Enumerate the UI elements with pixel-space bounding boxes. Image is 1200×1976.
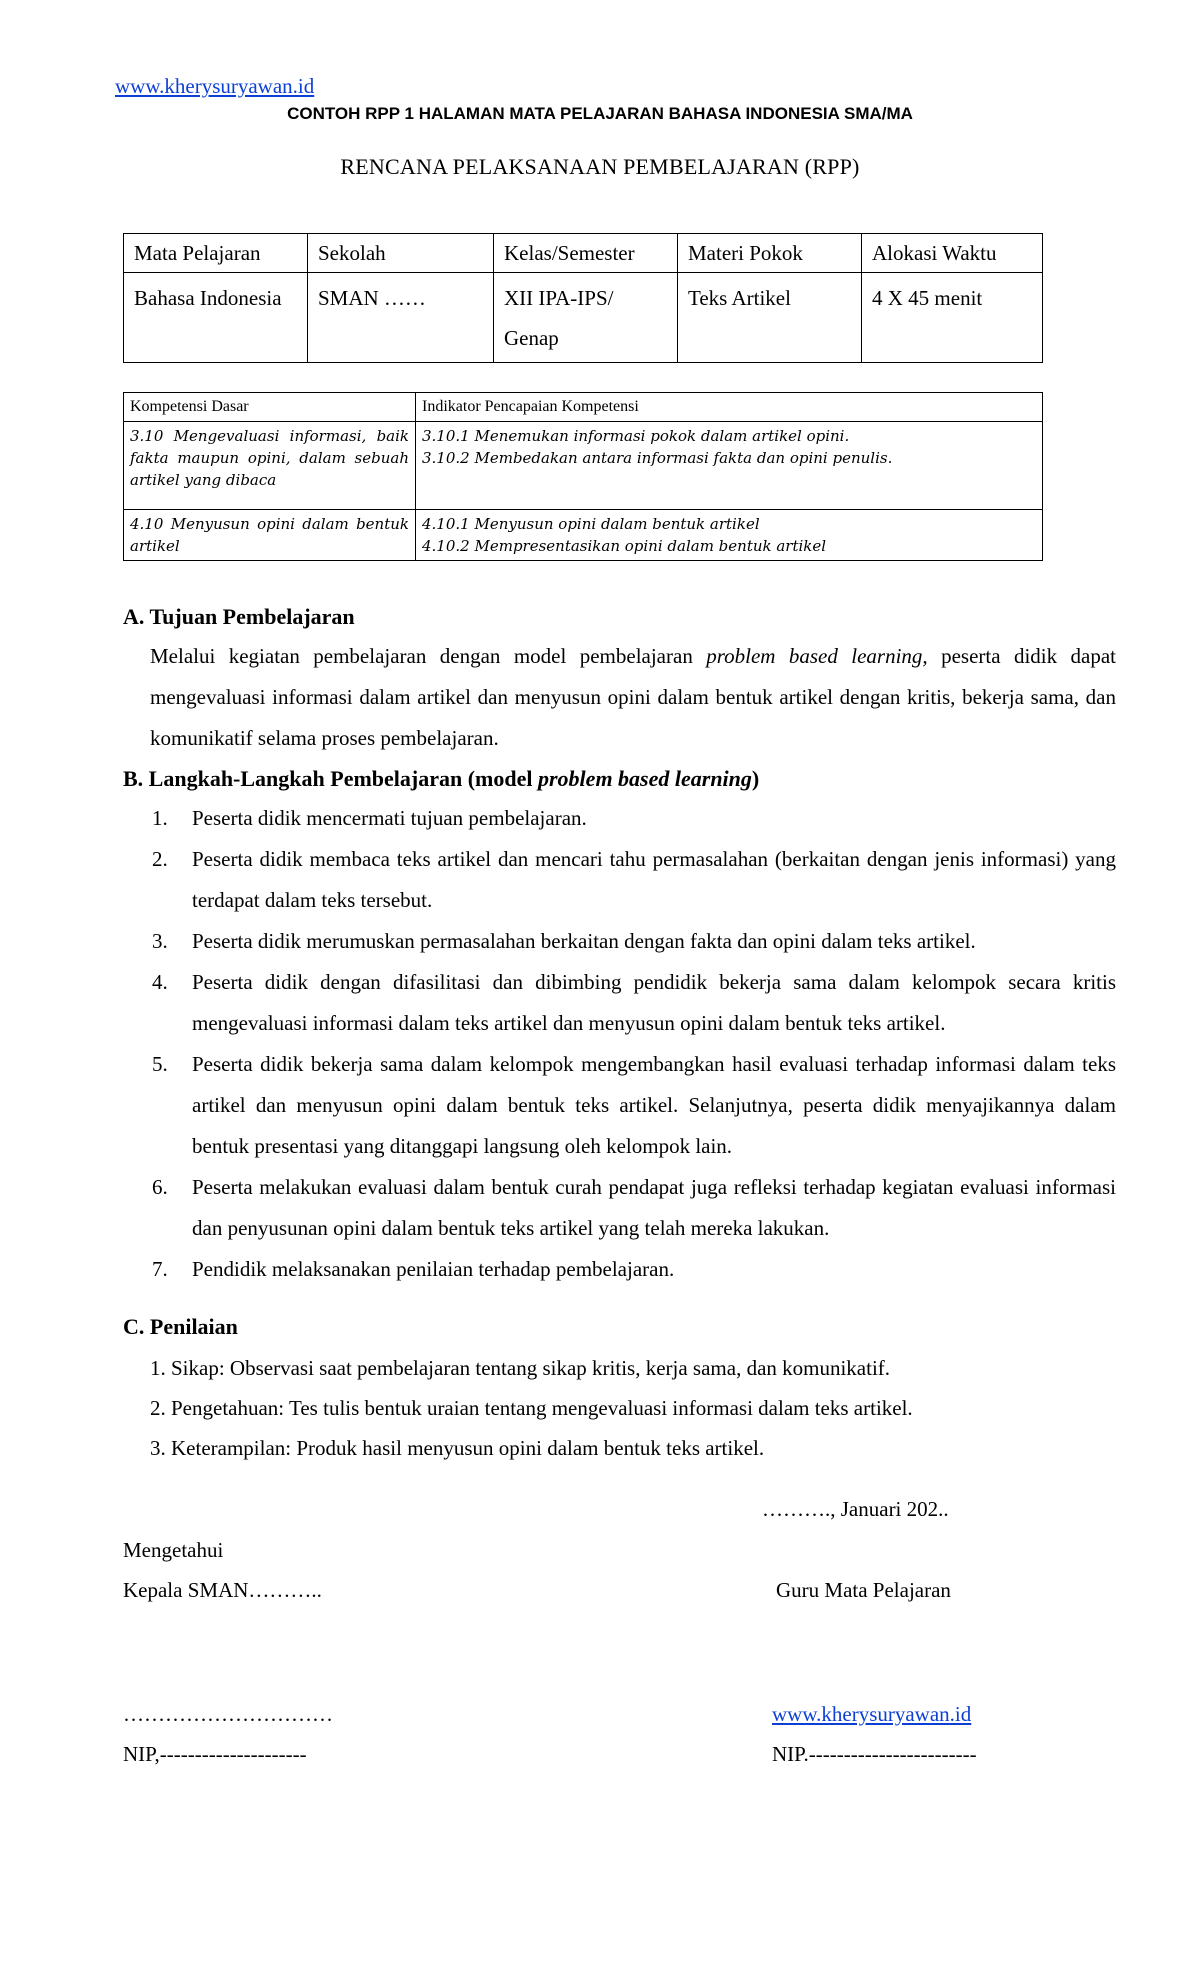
assessment-item: 3. Keterampilan: Produk hasil menyusun opini dalam bentuk teks artikel.	[150, 1436, 765, 1460]
signature-principal-nip: NIP,---------------------	[123, 1742, 307, 1766]
info-table-value-row	[124, 273, 1043, 363]
competency-indicator-cell	[416, 510, 1043, 561]
step-item	[150, 921, 1116, 962]
info-value-cell: XII IPA-IPS/ Genap	[494, 273, 678, 363]
indicator-item: 3.10.1 Menemukan informasi pokok dalam artikel opini.	[422, 427, 850, 445]
info-value-cell: Bahasa Indonesia	[124, 273, 308, 363]
indicator-item: 4.10.2 Mempresentasikan opini dalam bentuk artikel	[422, 537, 827, 555]
competency-table	[123, 392, 1043, 561]
step-text: Peserta didik dengan difasilitasi dan dibimbing pendidik bekerja sama dalam kelompok secara kritis mengevaluasi informasi dalam teks artikel dan menyusun opini dalam bentuk teks artikel.	[192, 970, 1116, 1035]
competency-indicator-cell	[416, 422, 1043, 510]
signature-principal-label: Kepala SMAN………..	[123, 1578, 322, 1602]
competency-header-cell: Indikator Pencapaian Kompetensi	[416, 393, 1043, 422]
signature-teacher-nip: NIP.------------------------	[772, 1742, 977, 1766]
step-number: 6.	[152, 1175, 168, 1199]
step-item	[150, 839, 1116, 921]
competency-header-row	[124, 393, 1043, 422]
info-table	[123, 233, 1043, 363]
step-text: Peserta didik merumuskan permasalahan berkaitan dengan fakta dan opini dalam teks artikel.	[192, 929, 976, 953]
step-text: Peserta melakukan evaluasi dalam bentuk curah pendapat juga refleksi terhadap kegiatan evaluasi informasi dan penyusunan opini dalam bentuk teks artikel yang telah mereka lakukan.	[192, 1175, 1116, 1240]
step-text: Peserta didik membaca teks artikel dan mencari tahu permasalahan (berkaitan dengan jenis informasi) yang terdapat dalam teks tersebut.	[192, 847, 1116, 912]
step-item	[150, 798, 1116, 839]
competency-kd-cell: 3.10 Mengevaluasi informasi, baik fakta maupun opini, dalam sebuah artikel yang dibaca	[124, 422, 416, 510]
info-table-header-row	[124, 234, 1043, 273]
section-a-heading: A. Tujuan Pembelajaran	[123, 604, 355, 629]
info-value-cell: 4 X 45 menit	[862, 273, 1043, 363]
competency-row	[124, 422, 1043, 510]
section-b-heading-italic: problem based learning	[538, 766, 752, 791]
step-item	[150, 1044, 1116, 1167]
site-link-bottom[interactable]: www.kherysuryawan.id	[772, 1702, 972, 1726]
info-header-cell: Materi Pokok	[678, 234, 862, 273]
step-item	[150, 1249, 1116, 1290]
step-number: 1.	[152, 806, 168, 830]
assessment-item: 1. Sikap: Observasi saat pembelajaran tentang sikap kritis, kerja sama, dan komunikatif.	[150, 1356, 891, 1380]
step-text: Peserta didik mencermati tujuan pembelajaran.	[192, 806, 587, 830]
section-c-heading: C. Penilaian	[123, 1314, 238, 1339]
section-b-heading-1: B. Langkah-Langkah Pembelajaran (model	[123, 766, 538, 791]
section-a-text-italic: problem based learning,	[706, 644, 928, 668]
info-header-cell: Alokasi Waktu	[862, 234, 1043, 273]
step-text: Pendidik melaksanakan penilaian terhadap pembelajaran.	[192, 1257, 675, 1281]
document-title: RENCANA PELAKSANAAN PEMBELAJARAN (RPP)	[340, 154, 860, 179]
steps-list	[150, 798, 1116, 1290]
step-number: 7.	[152, 1257, 168, 1281]
info-header-cell: Sekolah	[308, 234, 494, 273]
signature-teacher-label: Guru Mata Pelajaran	[776, 1578, 951, 1602]
competency-row	[124, 510, 1043, 561]
signature-acknowledged-label: Mengetahui	[123, 1538, 224, 1562]
section-b-heading-2: )	[751, 766, 760, 791]
step-number: 4.	[152, 970, 168, 994]
signature-principal-name: …………………………	[123, 1702, 333, 1726]
competency-kd-cell: 4.10 Menyusun opini dalam bentuk artikel	[124, 510, 416, 561]
assessment-item: 2. Pengetahuan: Tes tulis bentuk uraian tentang mengevaluasi informasi dalam teks artikel.	[150, 1396, 913, 1420]
document-subtitle: CONTOH RPP 1 HALAMAN MATA PELAJARAN BAHASA INDONESIA SMA/MA	[287, 104, 913, 123]
step-text: Peserta didik bekerja sama dalam kelompok mengembangkan hasil evaluasi terhadap informasi dalam teks artikel dan menyusun opini dalam bentuk teks artikel. Selanjutnya, peserta didik menyajikannya dalam bentuk presentasi yang ditanggapi langsung oleh kelompok lain.	[192, 1052, 1116, 1158]
section-a-text-2: peserta didik dapat mengevaluasi informasi dalam artikel dan menyusun opini dalam bentuk artikel dengan kritis, bekerja sama, dan komunikatif selama proses pembelajaran.	[150, 644, 1117, 750]
step-number: 3.	[152, 929, 168, 953]
info-value-cell: Teks Artikel	[678, 273, 862, 363]
indicator-item: 3.10.2 Membedakan antara informasi fakta dan opini penulis.	[422, 449, 893, 467]
step-item	[150, 1167, 1116, 1249]
step-number: 5.	[152, 1052, 168, 1076]
step-number: 2.	[152, 847, 168, 871]
info-value-cell: SMAN ……	[308, 273, 494, 363]
section-a-paragraph	[150, 636, 1116, 759]
section-a-text-1: Melalui kegiatan pembelajaran dengan model pembelajaran	[150, 644, 707, 668]
signature-date: ………., Januari 202..	[762, 1497, 949, 1521]
step-item	[150, 962, 1116, 1044]
site-link-top[interactable]: www.kherysuryawan.id	[115, 74, 315, 98]
section-b-heading	[123, 766, 759, 792]
indicator-item: 4.10.1 Menyusun opini dalam bentuk artikel	[422, 515, 760, 533]
info-header-cell: Kelas/Semester	[494, 234, 678, 273]
info-header-cell: Mata Pelajaran	[124, 234, 308, 273]
competency-header-cell: Kompetensi Dasar	[124, 393, 416, 422]
